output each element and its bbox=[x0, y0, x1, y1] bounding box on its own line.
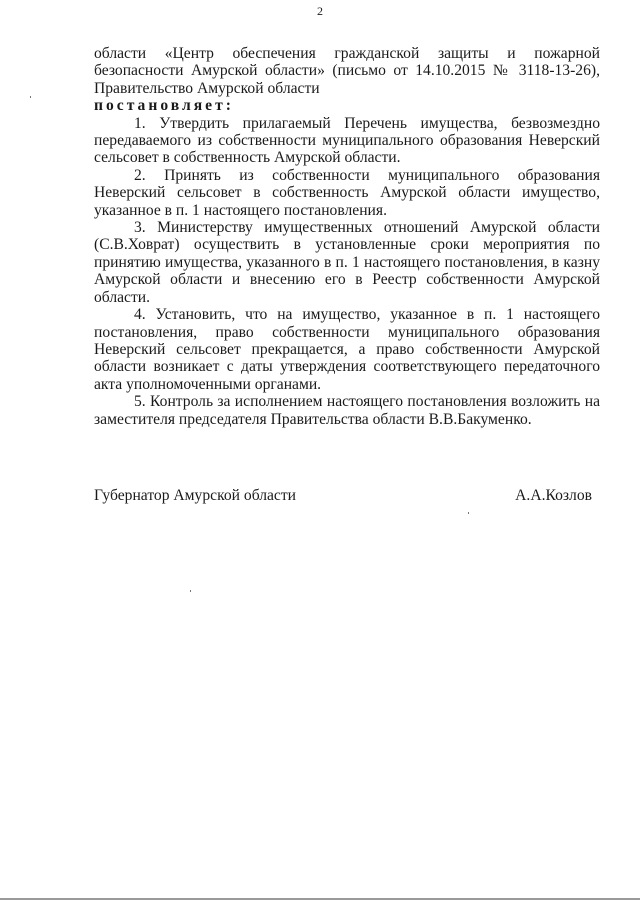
page-number: 2 bbox=[317, 4, 323, 18]
clause-2: 2. Принять из собственности муниципального образования Неверский сельсовет в собственность Амурской области имущество, указанное в п. 1 настоящего постановления. bbox=[94, 166, 600, 219]
scan-speck bbox=[468, 512, 469, 514]
scan-speck bbox=[190, 590, 191, 592]
clause-3: 3. Министерству имущественных отношений Амурской области (С.В.Ховрат) осуществить в установленные сроки мероприятия по принятию имущества, указанного в п. 1 настоящего постановления, в казну Амурской области и внесению его в Реестр собственности Амурской области. bbox=[94, 219, 600, 306]
intro-paragraph: области «Центр обеспечения гражданской защиты и пожарной безопасности Амурской области» (письмо от 14.10.2015 № 3118-13-26), Правительство Амурской области bbox=[94, 45, 600, 97]
clause-5: 5. Контроль за исполнением настоящего постановления возложить на заместителя председателя Правительства области В.В.Бакуменко. bbox=[94, 393, 600, 428]
clause-4: 4. Установить, что на имущество, указанное в п. 1 настоящего постановления, право собственности муниципального образования Неверский сельсовет прекращается, а право собственности Амурской области возникает с даты утверждения соответствующего передаточного акта уполномоченными органами. bbox=[94, 306, 600, 393]
signature-block bbox=[94, 487, 592, 505]
decree-heading: постановляет: bbox=[94, 97, 234, 115]
signatory-position: Губернатор Амурской области bbox=[94, 487, 297, 504]
clause-1: 1. Утвердить прилагаемый Перечень имущества, безвозмездно передаваемого из собственности муниципального образования Неверский сельсовет в собственность Амурской области. bbox=[94, 114, 600, 167]
document-body bbox=[94, 45, 600, 428]
scan-speck bbox=[30, 96, 31, 98]
scan-edge-line bbox=[0, 898, 640, 900]
signatory-name: А.А.Козлов bbox=[515, 487, 592, 504]
